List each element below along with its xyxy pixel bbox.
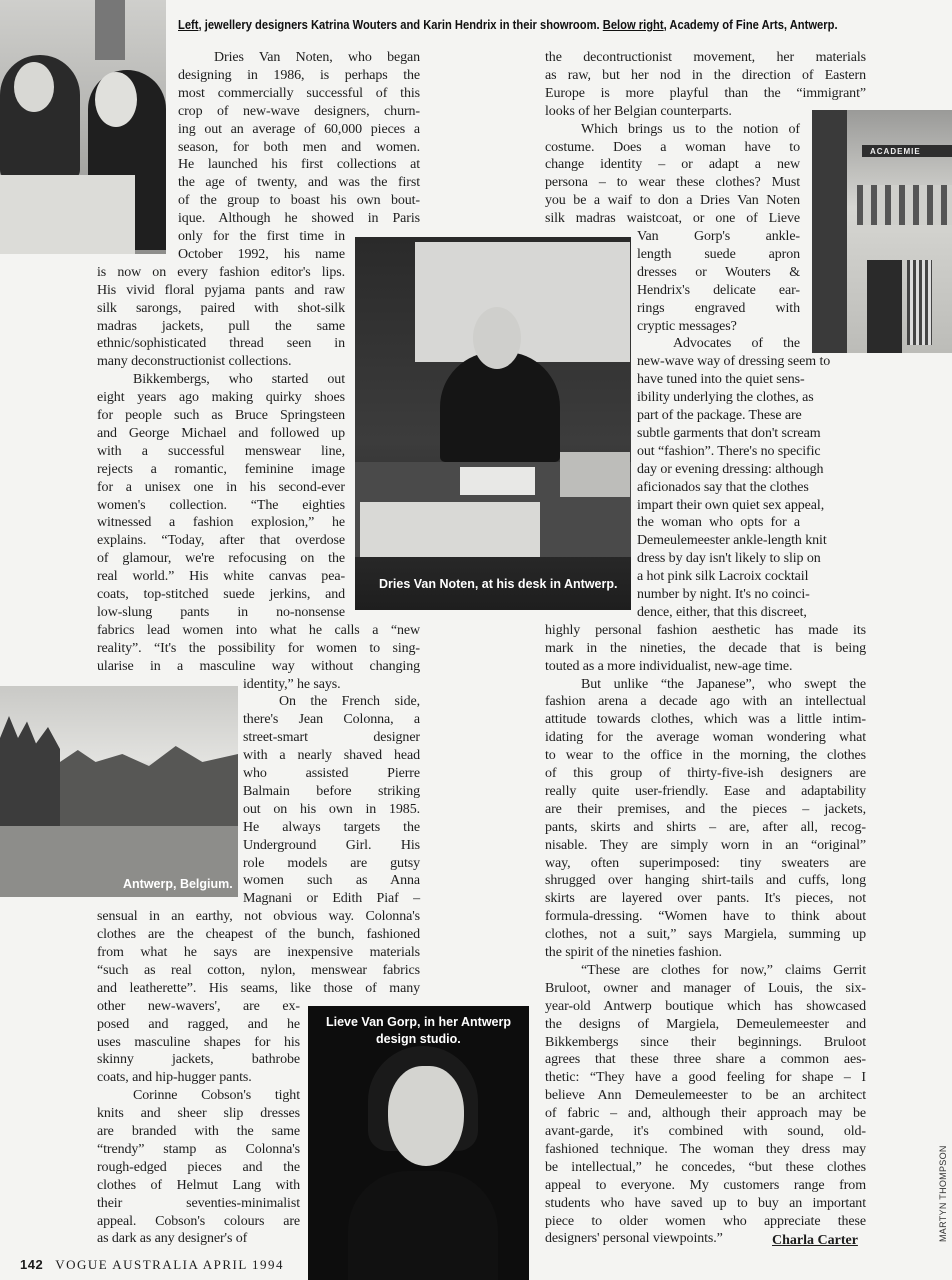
- caption-left-label: Left: [178, 17, 199, 32]
- caption-lieve-line2: design studio.: [376, 1032, 461, 1046]
- text-line: and leatherette”. His seams, like those of many: [97, 980, 420, 996]
- text-line: avant-garde, it's combined with sound, old-: [545, 1124, 866, 1139]
- text-line: change identity – or adapt a new: [545, 157, 800, 173]
- text-line: and George Michael and followed up: [97, 425, 345, 441]
- text-line: skirts are layered over pants. It's pieces, not: [545, 891, 866, 907]
- text-line: skinny jackets, bathrobe: [97, 1052, 300, 1068]
- text-line: with a successful menswear line,: [97, 443, 345, 459]
- text-line: coats, and hip-hugger pants.: [97, 1070, 252, 1086]
- text-line: Bikkembergs since their beginnings. Bruloot: [545, 1034, 866, 1050]
- byline: Charla Carter: [772, 1233, 858, 1248]
- text-line: Hendrix's delicate ear-: [637, 282, 800, 298]
- text-line: Which brings us to the notion of: [581, 121, 800, 137]
- text-line: are their premises, and the pieces – jackets,: [545, 801, 866, 817]
- text-line: length suede apron: [637, 246, 800, 262]
- text-line: appeal to everyone. My customers range from: [545, 1177, 866, 1193]
- text-line: Advocates of the: [673, 336, 800, 352]
- text-line: touted as a more individualist, new-age time.: [545, 658, 793, 674]
- text-line: role models are gutsy: [243, 855, 420, 871]
- text-line: uses masculine shapes for his: [97, 1034, 300, 1050]
- text-line: the woman who opts for a: [637, 515, 800, 531]
- text-line: Dries Van Noten, who began: [214, 50, 420, 65]
- text-line: of the group to boast his own bout-: [178, 193, 420, 209]
- text-line: piece to older women who appreciate these: [545, 1213, 866, 1229]
- text-line: rough-edged pieces and the: [97, 1159, 300, 1175]
- text-line: other new-wavers', are ex-: [97, 998, 300, 1014]
- text-line: His vivid floral pyjama pants and raw: [97, 282, 345, 298]
- page-number: 142: [20, 1257, 44, 1272]
- text-line: pants, skirts and shirts – are, after all, recog-: [545, 819, 866, 835]
- text-line: agrees that these three share a common aes-: [545, 1052, 866, 1068]
- text-line: Balmain before striking: [243, 783, 420, 799]
- text-line: aficionados say that the clothes: [637, 479, 809, 495]
- text-line: only for the first time in: [178, 229, 345, 244]
- text-line: designing in 1986, is perhaps the: [178, 67, 420, 83]
- text-line: out on his own in 1985.: [243, 801, 420, 817]
- text-line: who assisted Pierre: [243, 766, 420, 781]
- text-line: low-slung pants in no-nonsense: [97, 604, 345, 620]
- text-line: crop of new-wave designers, churn-: [178, 103, 420, 119]
- text-line: On the French side,: [279, 694, 420, 710]
- text-line: women's collection. “The eighties: [97, 497, 345, 513]
- text-line: Corinne Cobson's tight: [133, 1088, 300, 1104]
- text-line: ibility underlying the clothes, as: [637, 390, 814, 406]
- text-line: persona – to wear these clothes? Must: [545, 175, 800, 191]
- photo-dries-van-noten: [355, 237, 631, 610]
- text-line: part of the package. These are: [637, 408, 802, 423]
- text-line: fabrics lead women into what he calls a “new: [97, 622, 420, 638]
- text-line: clothes, not a suit,” says Margiela, summing up: [545, 927, 866, 943]
- page-footer: [20, 1257, 284, 1273]
- text-line: there's Jean Colonna, a: [243, 712, 420, 728]
- text-line: Demeulemeester ankle-length knit: [637, 533, 827, 549]
- text-line: are branded with the same: [97, 1124, 300, 1139]
- top-photo-caption: [178, 17, 838, 32]
- text-line: the designs of Margiela, Demeulemeester and: [545, 1016, 866, 1032]
- text-line: posed and ragged, and he: [97, 1016, 300, 1032]
- text-line: sensual in an earthy, not obvious way. Colonna's: [97, 909, 420, 925]
- text-line: fashion arena a decade ago with an intellectual: [545, 694, 866, 710]
- text-line: thetic: “They have a good feeling for shape – I: [545, 1070, 866, 1086]
- academie-sign: ACADEMIE: [870, 147, 921, 156]
- text-line: of glamour, we're refocusing on the: [97, 551, 345, 567]
- photo-lieve-van-gorp: [308, 1006, 529, 1280]
- text-line: out “fashion”. There's no specific: [637, 443, 821, 459]
- caption-antwerp: Antwerp, Belgium.: [123, 877, 233, 891]
- text-line: the age of twenty, and was the first: [178, 175, 420, 191]
- text-line: for people such as Bruce Springsteen: [97, 408, 345, 423]
- text-line: dence, either, that this discreet,: [637, 604, 807, 620]
- text-line: as raw, but her nod in the direction of Eastern: [545, 67, 866, 83]
- text-line: silk sarongs, paired with shot-silk: [97, 300, 345, 316]
- text-line: madras jackets, pull the same: [97, 318, 345, 334]
- photo-antwerp-belgium: [0, 686, 238, 897]
- text-line: for a unisex one in his second-ever: [97, 479, 345, 495]
- text-line: to wear to the office in the morning, the clothes: [545, 748, 866, 764]
- text-line: knits and sheer slip dresses: [97, 1106, 300, 1122]
- text-line: Europe is more playful than the “immigrant”: [545, 85, 866, 101]
- text-line: be intellectual,” he concedes, “but these clothes: [545, 1159, 866, 1175]
- text-line: with a nearly shaved head: [243, 748, 420, 764]
- text-line: a hot pink silk Lacroix cocktail: [637, 569, 809, 585]
- text-line: “trendy” stamp as Colonna's: [97, 1141, 300, 1157]
- text-line: clothes are the cheapest of the bunch, fashioned: [97, 927, 420, 943]
- text-line: shrugged over hanging shirt-tails and cuffs, long: [545, 873, 866, 889]
- text-line: idating for the average woman wondering what: [545, 730, 866, 746]
- text-line: fashioned technique. The woman they dress may: [545, 1141, 866, 1157]
- text-line: the spirit of the nineties fashion.: [545, 945, 722, 960]
- text-line: cryptic messages?: [637, 318, 737, 334]
- text-line: way, often superimposed: tiny sweaters are: [545, 855, 866, 871]
- text-line: attitude towards clothes, which was a little intim-: [545, 712, 866, 728]
- text-line: looks of her Belgian counterparts.: [545, 103, 732, 119]
- text-line: students who have saved up to buy an important: [545, 1195, 866, 1211]
- text-line: have tuned into the quiet sens-: [637, 372, 805, 388]
- text-line: “These are clothes for now,” claims Gerrit: [581, 962, 866, 978]
- text-line: ularise in a masculine way without changing: [97, 658, 420, 674]
- text-line: appeal. Cobson's colours are: [97, 1213, 300, 1229]
- photo-credit: MARTYN THOMPSON: [938, 1145, 948, 1242]
- text-line: day or evening dressing: although: [637, 461, 824, 477]
- text-line: rings engraved with: [637, 300, 800, 316]
- text-line: rejects a romantic, feminine image: [97, 461, 345, 477]
- text-line: women such as Anna: [243, 873, 420, 889]
- photo-academy-fine-arts: [812, 110, 952, 353]
- text-line: witnessed a fashion explosion,” he: [97, 515, 345, 531]
- text-line: identity,” he says.: [243, 676, 341, 692]
- text-line: you be a waif to don a Dries Van Noten: [545, 193, 800, 209]
- text-line: mark in the nineties, the decade that is being: [545, 640, 866, 656]
- text-line: coats, top-stitched suede jerkins, and: [97, 587, 345, 602]
- text-line: designers' personal viewpoints.”: [545, 1231, 723, 1247]
- text-line: Bikkembergs, who started out: [133, 372, 345, 388]
- photo-jewellery-designers: [0, 0, 166, 254]
- text-line: Underground Girl. His: [243, 837, 420, 853]
- text-line: He always targets the: [243, 819, 420, 835]
- text-line: ique. Although he showed in Paris: [178, 211, 420, 227]
- text-line: the decontructionist movement, her materials: [545, 50, 866, 65]
- text-line: dresses or Wouters &: [637, 264, 800, 280]
- publication-line: VOGUE AUSTRALIA APRIL 1994: [55, 1257, 285, 1272]
- text-line: “such as real cotton, nylon, menswear fabrics: [97, 962, 420, 978]
- text-line: Magnani or Edith Piaf –: [243, 891, 420, 907]
- text-line: number by night. It's no coinci-: [637, 587, 810, 602]
- caption-left-text: , jewellery designers Katrina Wouters and Karin Hendrix in their showroom.: [198, 17, 603, 32]
- caption-dries: Dries Van Noten, at his desk in Antwerp.: [379, 577, 618, 591]
- text-line: formula-dressing. “Women have to think about: [545, 909, 866, 925]
- text-line: season, for both men and women.: [178, 139, 420, 155]
- text-line: believe Ann Demeulemeester to be an architect: [545, 1088, 866, 1104]
- text-line: Bruloot, owner and manager of Louis, the six-: [545, 980, 866, 996]
- text-line: many deconstructionist collections.: [97, 354, 292, 370]
- text-line: year-old Antwerp boutique which has showcased: [545, 998, 866, 1014]
- text-line: really quite user-friendly. Ease and adaptability: [545, 783, 866, 799]
- text-line: as dark as any designer's of: [97, 1231, 248, 1247]
- text-line: He launched his first collections at: [178, 157, 420, 173]
- text-line: from what he says are inexpensive materials: [97, 945, 420, 960]
- text-line: their seventies-minimalist: [97, 1195, 300, 1211]
- text-line: But unlike “the Japanese”, who swept the: [581, 676, 866, 692]
- text-line: dress by day isn't likely to slip on: [637, 551, 821, 567]
- text-line: is now on every fashion editor's lips.: [97, 264, 345, 280]
- text-line: reality”. “It's the possibility for women to sing-: [97, 640, 420, 656]
- text-line: real world.” His white canvas pea-: [97, 569, 345, 585]
- text-line: of fabric – and, although their approach may be: [545, 1106, 866, 1122]
- text-line: highly personal fashion aesthetic has made its: [545, 622, 866, 638]
- caption-lieve-line1: Lieve Van Gorp, in her Antwerp: [326, 1015, 511, 1029]
- text-line: ethnic/sophisticated thread seen in: [97, 336, 345, 352]
- text-line: costume. Does a woman have to: [545, 139, 800, 155]
- text-line: new-wave way of dressing seem to: [637, 354, 831, 370]
- text-line: most commercially successful of this: [178, 85, 420, 101]
- text-line: subtle garments that don't scream: [637, 425, 821, 441]
- text-line: impart their own quiet sex appeal,: [637, 497, 825, 513]
- text-line: explains. “Today, after that overdose: [97, 533, 345, 549]
- text-line: of this group of thirty-five-ish designers are: [545, 766, 866, 781]
- text-line: nisable. They are simply worn in an “original”: [545, 837, 866, 853]
- text-line: street-smart designer: [243, 730, 420, 746]
- text-line: silk madras waistcoat, or one of Lieve: [545, 211, 800, 227]
- text-line: ing out an average of 60,000 pieces a: [178, 121, 420, 137]
- caption-right-text: , Academy of Fine Arts, Antwerp.: [663, 17, 838, 32]
- text-line: October 1992, his name: [178, 246, 345, 262]
- text-line: Van Gorp's ankle-: [637, 229, 800, 244]
- text-line: eight years ago making quirky shoes: [97, 390, 345, 406]
- text-line: clothes of Helmut Lang with: [97, 1177, 300, 1193]
- caption-right-label: Below right: [602, 17, 664, 32]
